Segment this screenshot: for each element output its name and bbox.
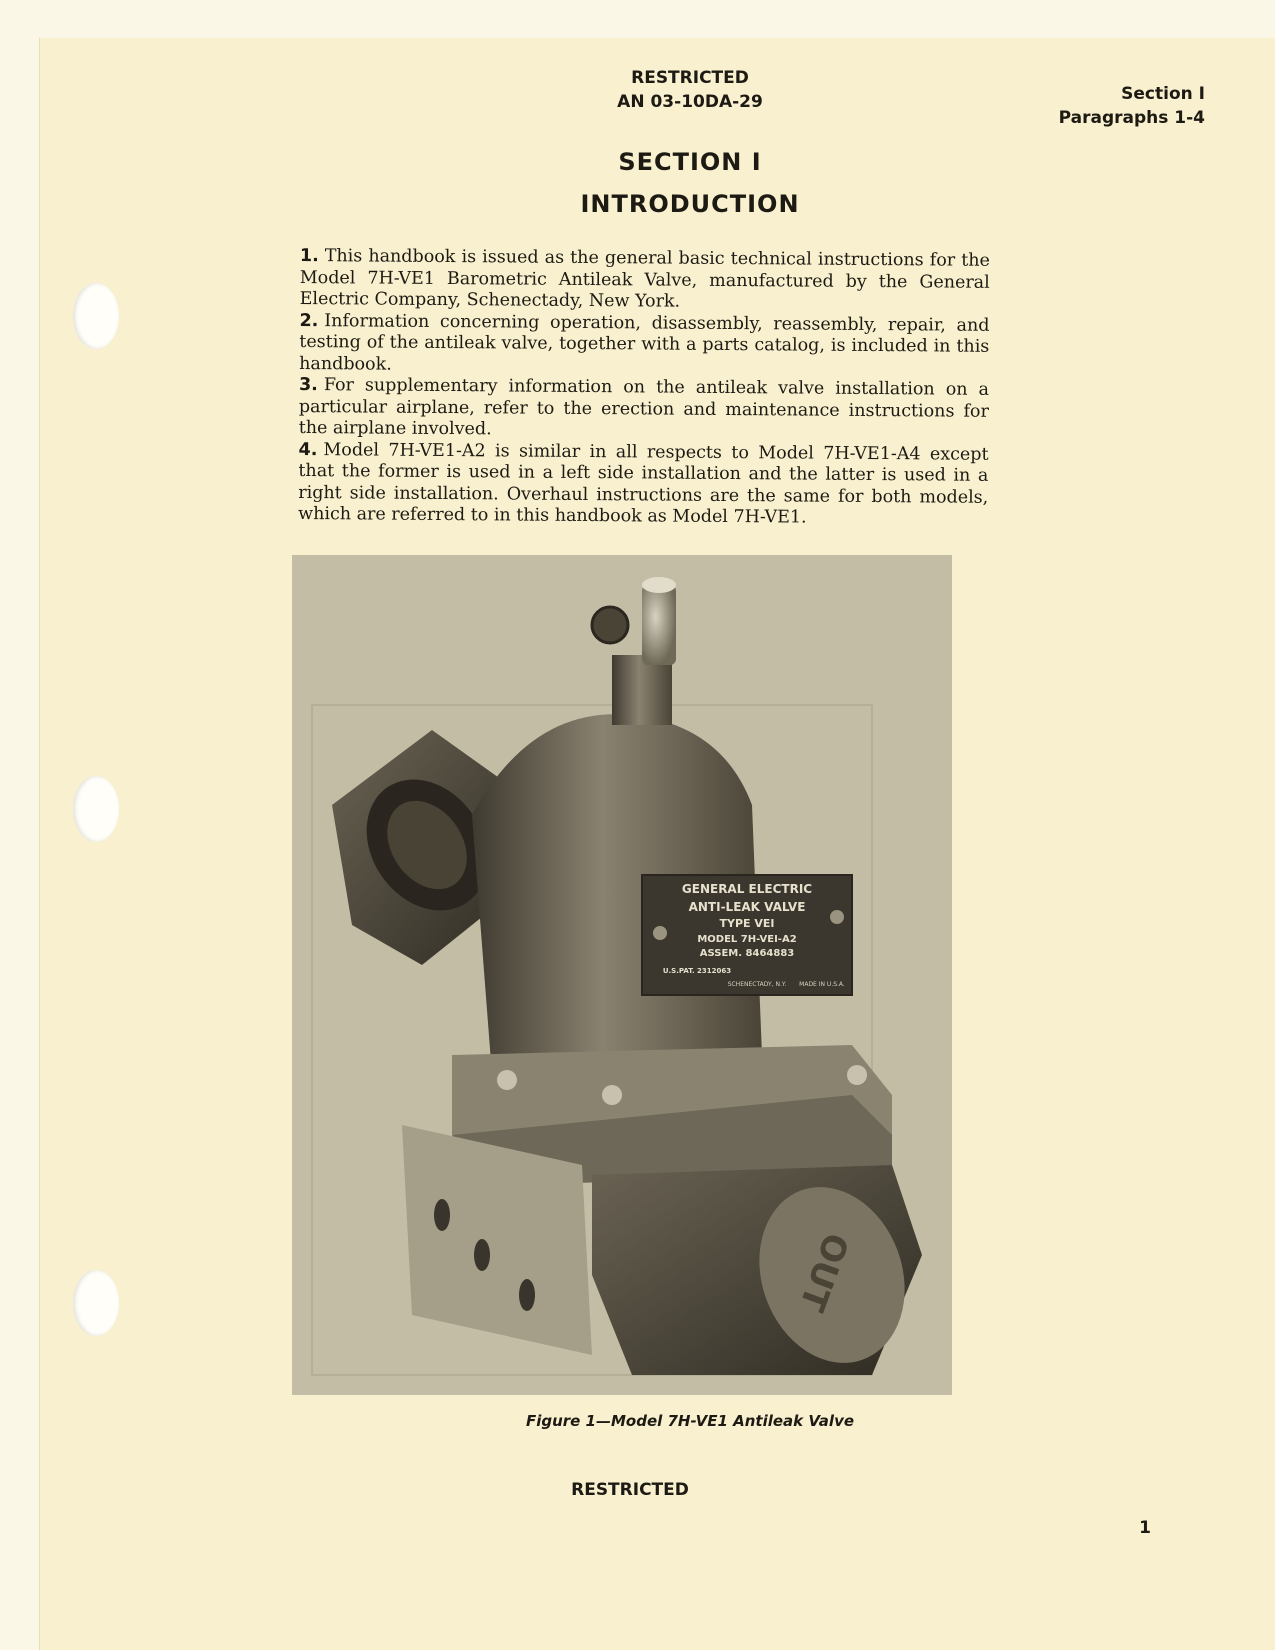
nameplate-line4: MODEL 7H-VEI-A2 (697, 934, 797, 945)
paragraph-number: 4. (298, 439, 318, 460)
valve-photograph (292, 555, 952, 1395)
footer-restricted: RESTRICTED (571, 1480, 689, 1500)
paragraph-1 (300, 246, 990, 315)
nameplate-line3: TYPE VEI (719, 917, 775, 930)
header-restricted: RESTRICTED (631, 68, 749, 88)
paragraph-text: Information concerning operation, disassembly, reassembly, repair, and testing of the antileak valve, together with a parts catalog, is included in this handbook. (299, 310, 990, 375)
section-subtitle: INTRODUCTION (580, 190, 800, 218)
paragraph-number: 2. (299, 310, 319, 331)
header-doc-number: AN 03-10DA-29 (617, 92, 763, 112)
outlet-port-label: OUT (791, 1227, 856, 1317)
nameplate-line1: GENERAL ELECTRIC (681, 882, 813, 896)
figure-caption: Figure 1—Model 7H-VE1 Antileak Valve (525, 1412, 855, 1430)
section-title: SECTION I (618, 148, 762, 176)
paragraph-number: 1. (299, 246, 319, 267)
nameplate-line5: ASSEM. 8464883 (699, 948, 795, 959)
paragraph-2 (299, 310, 989, 379)
page-number: 1 (1139, 1518, 1151, 1538)
nameplate-line8: MADE IN U.S.A. (799, 981, 845, 988)
nameplate-line6: U.S.PAT. 2312063 (662, 967, 732, 975)
page-header-right (1030, 82, 1205, 130)
binder-hole (73, 1270, 119, 1336)
page-header (560, 66, 820, 114)
paragraph-text: This handbook is issued as the general basic technical instructions for the Model 7H-VE1 Barometric Antileak Valve, manufactured by the General Electric Company, Schenectady, New York. (299, 246, 990, 312)
binder-hole (73, 776, 119, 842)
paragraph-text: For supplementary information on the antileak valve installation on a particular airplane, refer to the erection and maintenance instructions for the airplane involved. (298, 375, 990, 440)
header-section-ref: Section I (1121, 84, 1205, 104)
body-text (298, 246, 990, 530)
paragraph-4 (298, 439, 989, 530)
header-paragraphs-ref: Paragraphs 1-4 (1058, 108, 1205, 128)
paragraph-text: Model 7H-VE1-A2 is similar in all respects to Model 7H-VE1-A4 except that the former is used in a left side installation and the latter is used in a right side installation. Overhaul instructions are the same for both models, which are referred to in this handbook as Model 7H-VE1. (298, 439, 989, 528)
nameplate-line2: ANTI-LEAK VALVE (688, 900, 806, 914)
binder-hole (73, 283, 119, 349)
paragraph-3 (299, 375, 989, 444)
paragraph-number: 3. (298, 374, 318, 396)
nameplate-line7: SCHENECTADY, N.Y. (727, 981, 787, 988)
valve-illustration (292, 555, 952, 1395)
